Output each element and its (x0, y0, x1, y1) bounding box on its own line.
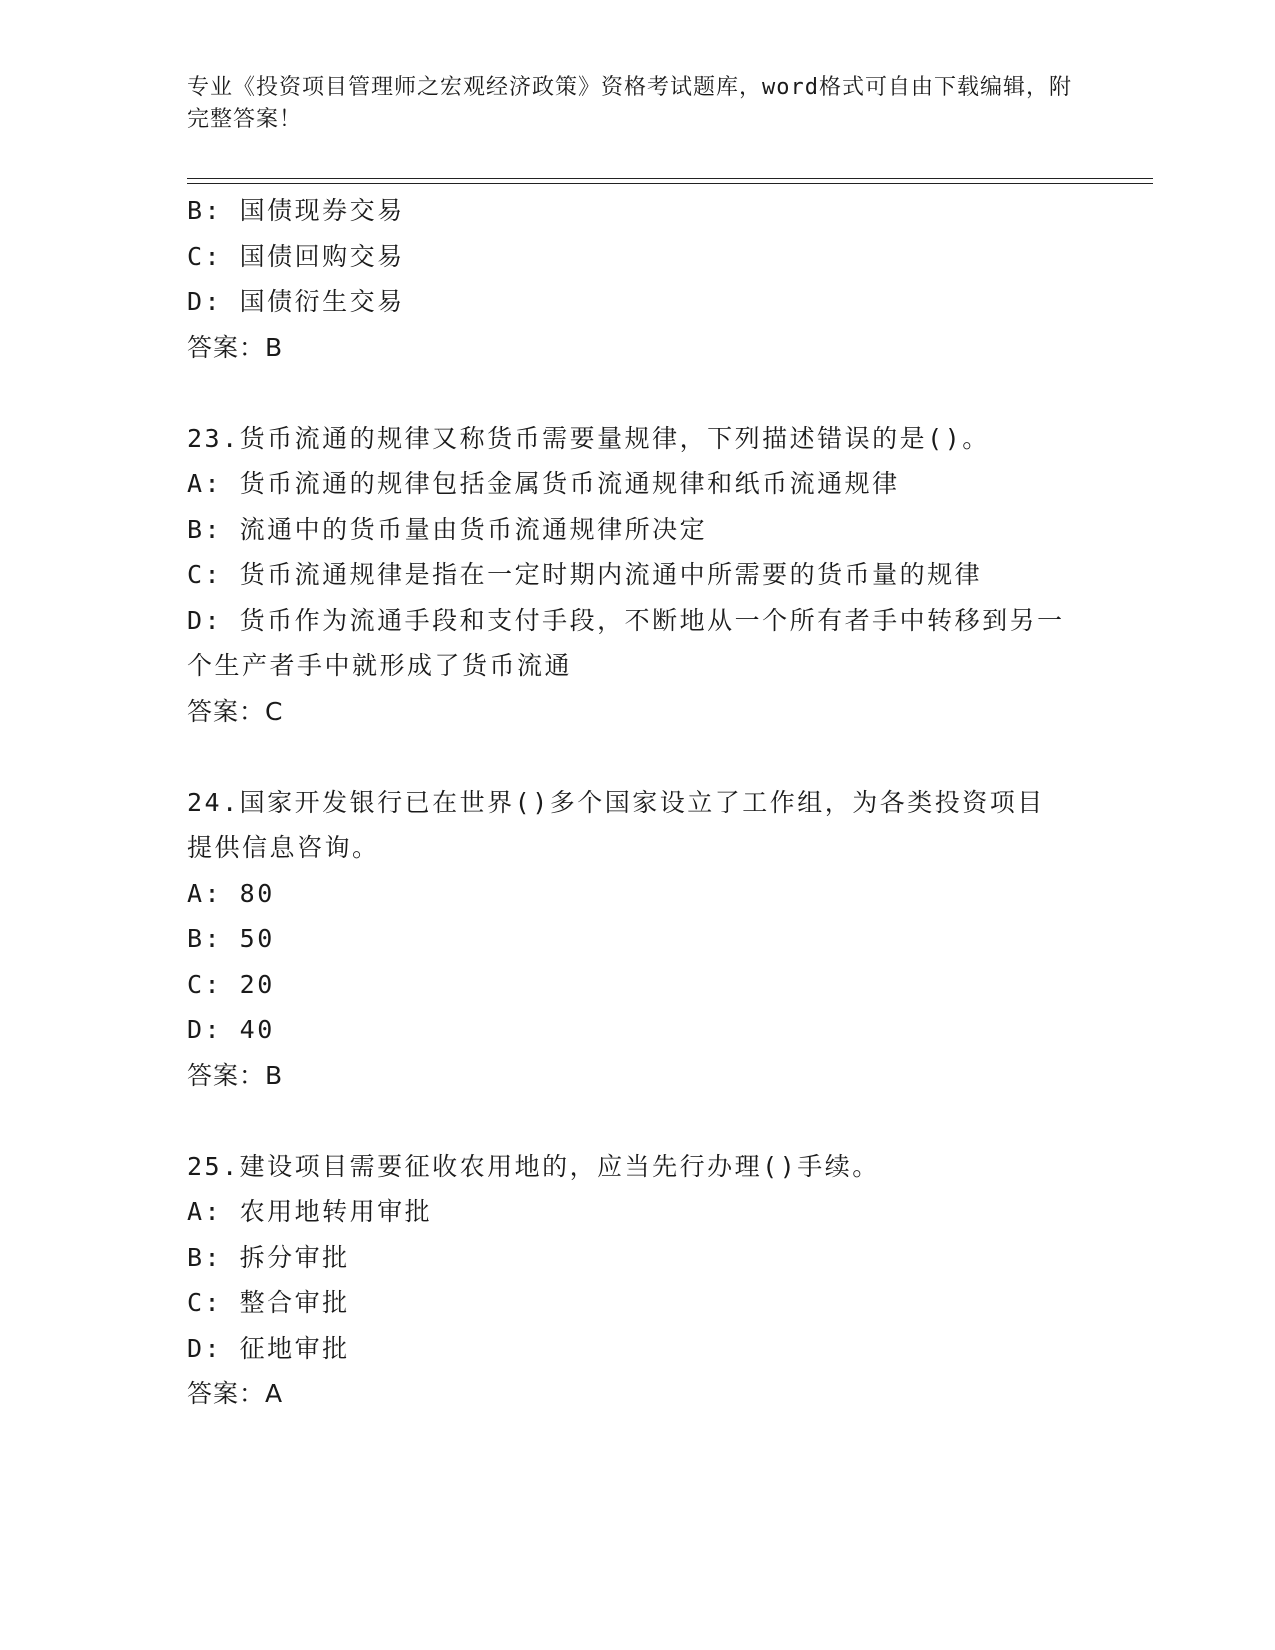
question-23 (187, 416, 1087, 735)
option-b: B: 拆分审批 (187, 1242, 350, 1272)
prev-question-tail (187, 188, 1087, 370)
header-divider-top (187, 178, 1153, 179)
answer-line: 答案：B (187, 332, 284, 362)
option-a: A: 80 (187, 878, 275, 908)
option-d: D: 货币作为流通手段和支付手段，不断地从一个所有者手中转移到另一个生产者手中就形成了货币流通 (187, 605, 1065, 680)
option-a: A: 货币流通的规律包括金属货币流通规律和纸币流通规律 (187, 469, 900, 498)
option-b: B: 流通中的货币量由货币流通规律所决定 (187, 514, 708, 544)
spacer (187, 1098, 1087, 1144)
option-c: C: 国债回购交易 (187, 241, 405, 271)
question-24 (187, 780, 1087, 1099)
option-c: C: 20 (187, 969, 275, 999)
question-stem: 23.货币流通的规律又称货币需要量规律，下列描述错误的是()。 (187, 423, 990, 453)
spacer (187, 734, 1087, 780)
option-d: D: 征地审批 (187, 1333, 350, 1363)
option-c: C: 货币流通规律是指在一定时期内流通中所需要的货币量的规律 (187, 560, 983, 589)
answer-line: 答案：B (187, 1060, 284, 1090)
option-a: A: 农用地转用审批 (187, 1197, 433, 1226)
spacer (187, 370, 1087, 416)
option-b: B: 国债现券交易 (187, 196, 405, 225)
option-c: C: 整合审批 (187, 1288, 350, 1317)
answer-line: 答案：C (187, 696, 284, 726)
question-list (187, 188, 1087, 1417)
header-divider-bottom (187, 183, 1153, 184)
answer-line: 答案：A (187, 1379, 284, 1408)
option-d: D: 国债衍生交易 (187, 287, 405, 316)
option-b: B: 50 (187, 924, 275, 953)
option-d: D: 40 (187, 1015, 275, 1044)
question-25 (187, 1144, 1087, 1417)
question-stem: 25.建设项目需要征收农用地的，应当先行办理()手续。 (187, 1151, 880, 1181)
document-header: 专业《投资项目管理师之宏观经济政策》资格考试题库，word格式可自由下载编辑，附完整答案！ (187, 75, 1072, 132)
question-stem: 24.国家开发银行已在世界()多个国家设立了工作组，为各类投资项目提供信息咨询。 (187, 787, 1045, 862)
